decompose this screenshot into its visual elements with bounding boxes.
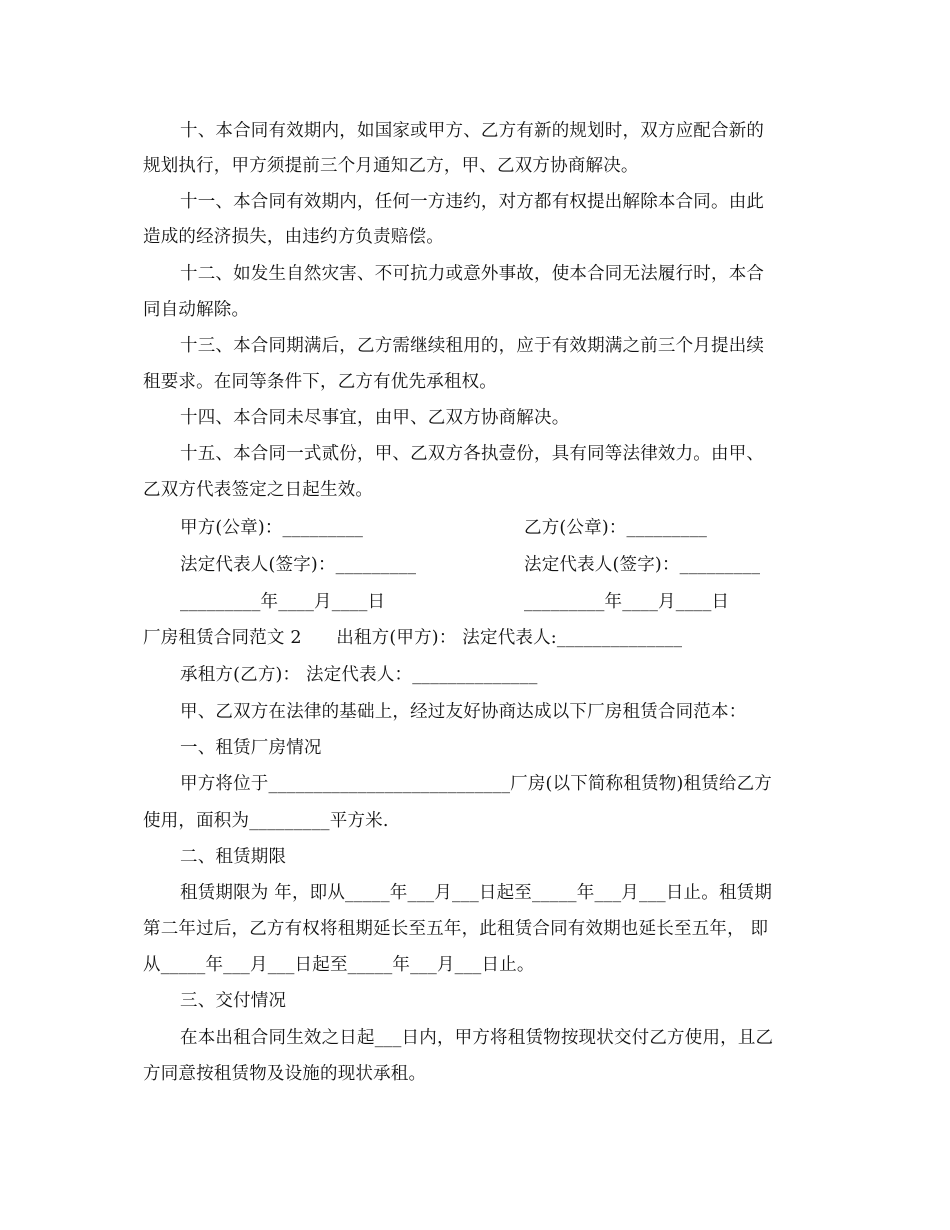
section-2-line-1: 租赁期限为 年，即从_____年___月___日起至_____年___月___日止。租赁期	[180, 883, 773, 903]
party-a-date-field: _________年____月____日	[180, 592, 386, 612]
template-2-heading-lessor: 厂房租赁合同范文 2 出租方(甲方)： 法定代表人:______________	[143, 628, 683, 648]
section-1-line-2: 使用，面积为_________平方米.	[143, 811, 389, 831]
clause-13-line-1: 十三、本合同期满后，乙方需继续租用的，应于有效期满之前三个月提出续	[180, 336, 765, 356]
section-3-line-1: 在本出租合同生效之日起___日内，甲方将租赁物按现状交付乙方使用，且乙	[180, 1028, 774, 1048]
party-b-seal-field: 乙方(公章)：_________	[524, 518, 708, 538]
party-b-date-field: _________年____月____日	[524, 592, 730, 612]
clause-13-line-2: 租要求。在同等条件下，乙方有优先承租权。	[143, 372, 497, 392]
intro-paragraph: 甲、乙双方在法律的基础上，经过友好协商达成以下厂房租赁合同范本：	[180, 702, 747, 722]
clause-14-line-1: 十四、本合同未尽事宜，由甲、乙双方协商解决。	[180, 408, 570, 428]
clause-15-line-2: 乙双方代表签定之日起生效。	[143, 480, 374, 500]
section-1-title: 一、租赁厂房情况	[180, 738, 322, 758]
clause-11-line-2: 造成的经济损失，由违约方负责赔偿。	[143, 227, 444, 247]
party-b-representative-field: 法定代表人(签字)：_________	[524, 555, 761, 575]
lessee-line: 承租方(乙方)： 法定代表人：______________	[180, 665, 538, 685]
party-a-seal-field: 甲方(公章)：_________	[180, 518, 364, 538]
clause-10-line-1: 十、本合同有效期内，如国家或甲方、乙方有新的规划时，双方应配合新的	[180, 121, 765, 141]
section-3-line-2: 方同意按租赁物及设施的现状承租。	[143, 1064, 427, 1084]
section-2-line-3: 从_____年___月___日起至_____年___月___日止。	[143, 955, 535, 975]
section-2-title: 二、租赁期限	[180, 847, 287, 867]
clause-15-line-1: 十五、本合同一式贰份，甲、乙双方各执壹份，具有同等法律效力。由甲、	[180, 444, 765, 464]
clause-12-line-2: 同自动解除。	[143, 300, 250, 320]
party-a-representative-field: 法定代表人(签字)：_________	[180, 555, 417, 575]
section-2-line-2: 第二年过后，乙方有权将租期延长至五年，此租赁合同有效期也延长至五年， 即	[143, 919, 769, 939]
clause-10-line-2: 规划执行，甲方须提前三个月通知乙方，甲、乙双方协商解决。	[143, 156, 639, 176]
clause-11-line-1: 十一、本合同有效期内，任何一方违约，对方都有权提出解除本合同。由此	[180, 192, 765, 212]
section-1-line-1: 甲方将位于___________________________厂房(以下简称租赁物)租赁给乙方	[180, 774, 773, 794]
section-3-title: 三、交付情况	[180, 991, 287, 1011]
clause-12-line-1: 十二、如发生自然灾害、不可抗力或意外事故，使本合同无法履行时，本合	[180, 264, 765, 284]
